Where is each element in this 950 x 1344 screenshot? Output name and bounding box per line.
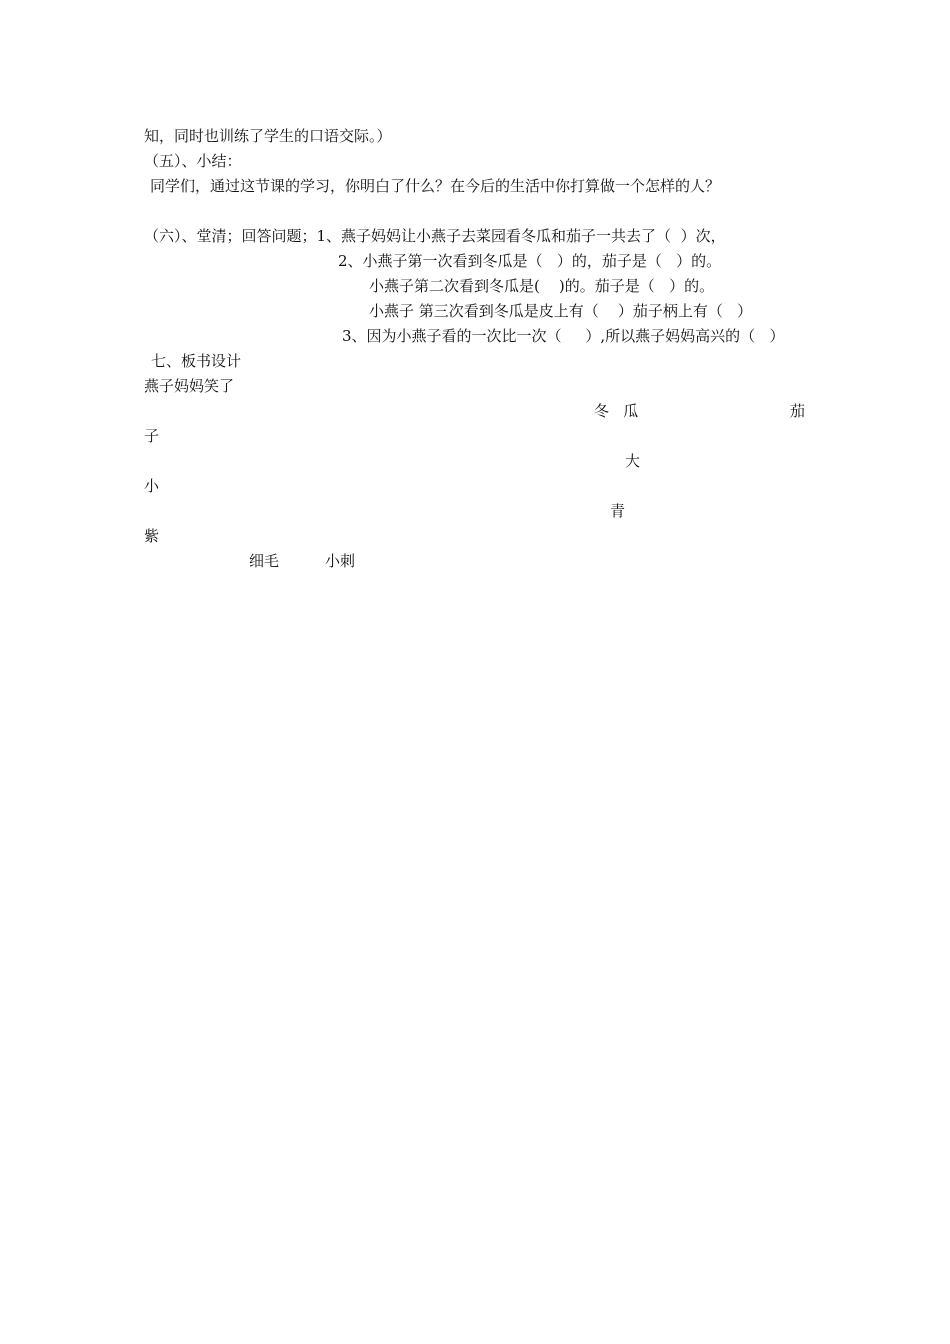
board-wintermelon-size: 大 <box>625 452 641 470</box>
section-6-question-2a: 2、小燕子第一次看到冬瓜是（ ）的，茄子是（ ）的。 <box>338 252 722 270</box>
summary-text: 同学们，通过这节课的学习，你明白了什么？在今后的生活中你打算做一个怎样的人？ <box>150 177 721 195</box>
board-eggplant-heading: 茄 <box>790 402 806 420</box>
board-wintermelon-heading: 冬 瓜 <box>594 402 639 420</box>
section-6-question-1: （六）、堂清；回答问题；1、燕子妈妈让小燕子去菜园看冬瓜和茄子一共去了（ ）次， <box>144 227 726 245</box>
section-6-question-3: 3、因为小燕子看的一次比一次（ ）,所以燕子妈妈高兴的（ ） <box>342 327 785 345</box>
board-eggplant-color: 紫 <box>144 527 160 545</box>
board-wintermelon-color: 青 <box>610 502 626 520</box>
section-6-question-2c: 小燕子 第三次看到冬瓜是皮上有（ ）茄子柄上有（ ） <box>369 302 753 320</box>
section-6-question-2b: 小燕子第二次看到冬瓜是( )的。茄子是（ ）的。 <box>369 277 715 295</box>
section-7-heading: 七、板书设计 <box>151 352 242 370</box>
section-5-heading: （五）、小结： <box>144 152 242 170</box>
board-title: 燕子妈妈笑了 <box>144 377 235 395</box>
board-eggplant-heading-cont: 子 <box>144 427 160 445</box>
board-wintermelon-texture: 细毛 <box>249 552 280 570</box>
text-line-intro: 知，同时也训练了学生的口语交际。） <box>144 127 392 145</box>
board-eggplant-texture: 小刺 <box>325 552 356 570</box>
board-eggplant-size: 小 <box>144 477 160 495</box>
